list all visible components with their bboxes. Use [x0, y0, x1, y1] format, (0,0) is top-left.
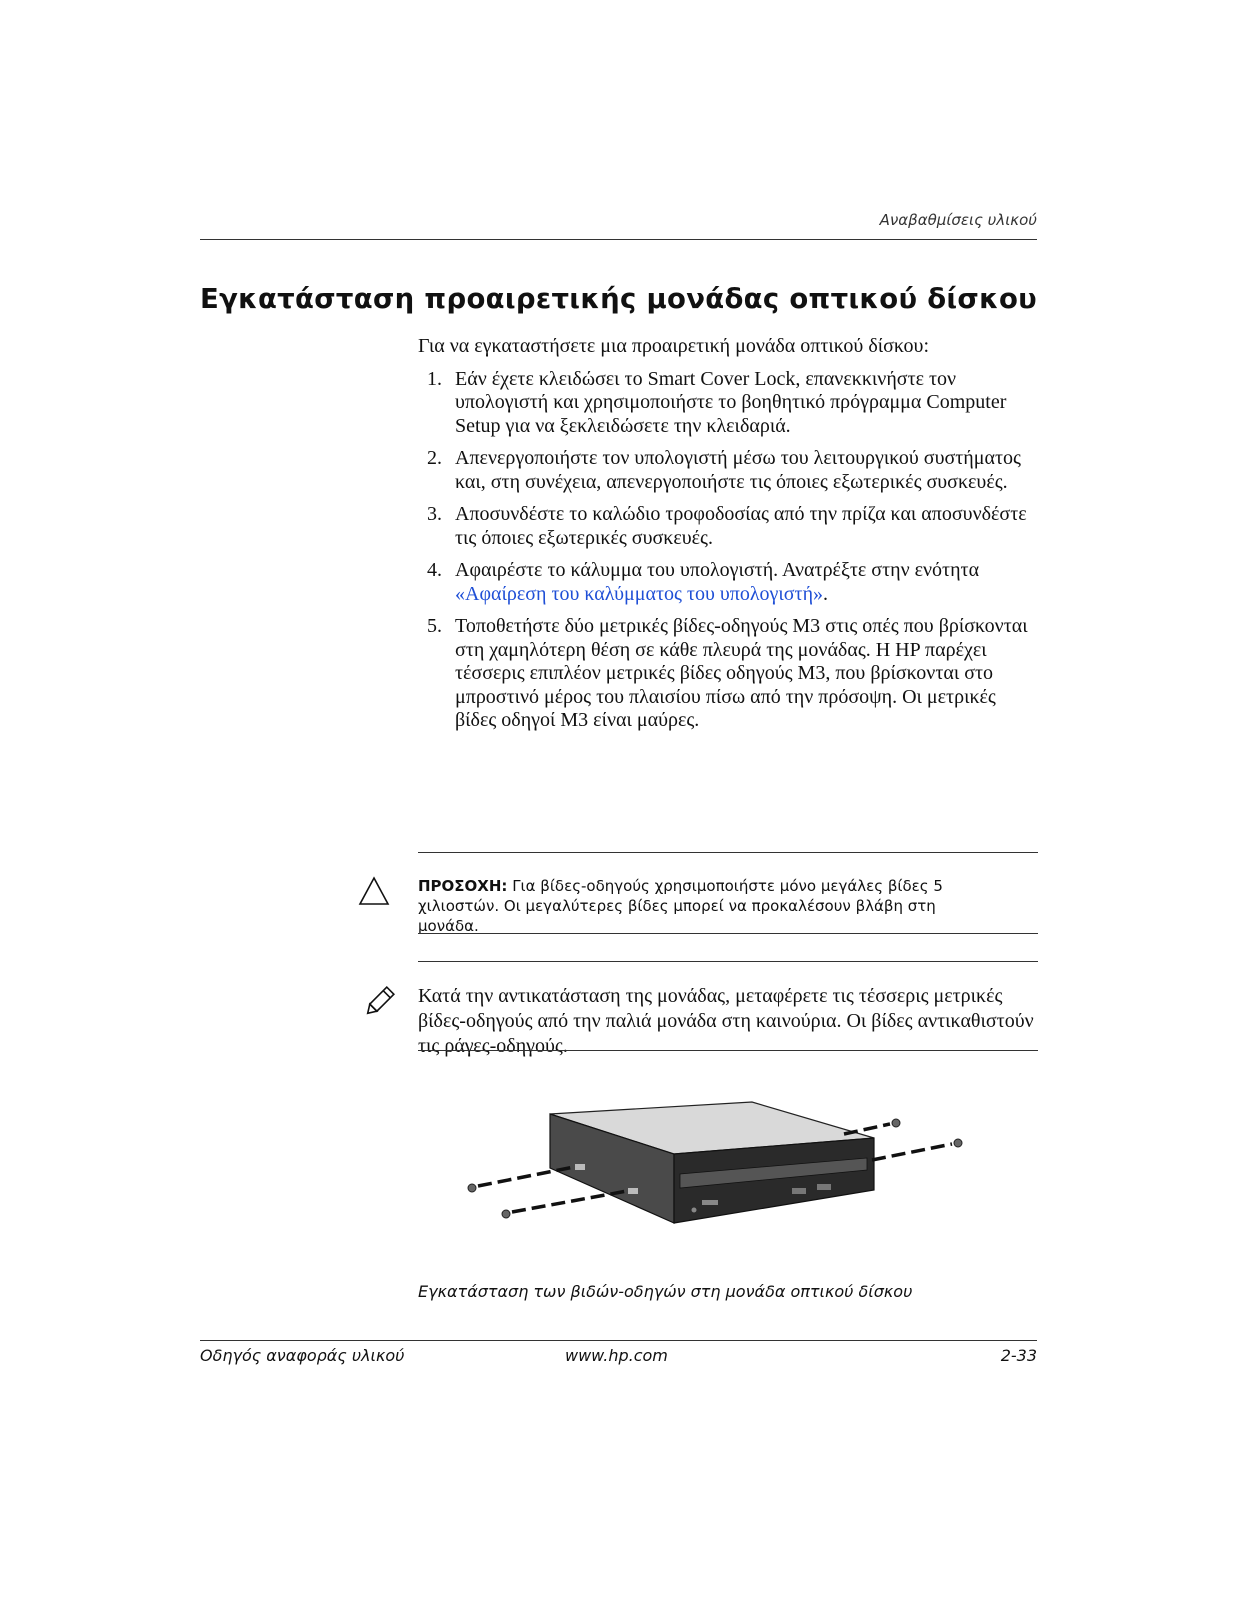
caution-body: Για βίδες-οδηγούς χρησιμοποιήστε μόνο μεγάλες βίδες 5 χιλιοστών. Οι μεγαλύτερες βίδες μπορεί να προκαλέσουν βλάβη στη μονάδα. — [418, 877, 943, 935]
optical-drive-figure — [462, 1098, 982, 1238]
list-item — [418, 368, 1038, 439]
pencil-note-icon — [362, 985, 396, 1019]
list-item — [418, 615, 1038, 733]
step-text: Απενεργοποιήστε τον υπολογιστή μέσω του λειτουργικού συστήματος και, στη συνέχεια, απενεργοποιήστε τις όποιες εξωτερικές συσκευές. — [455, 447, 1021, 493]
footer-url: www.hp.com — [565, 1346, 668, 1365]
step-number: 5. — [427, 615, 442, 637]
list-item — [418, 447, 1038, 494]
step-text: Αφαιρέστε το κάλυμμα του υπολογιστή. Ανατρέξτε στην ενότητα — [455, 559, 980, 581]
caution-bottom-rule — [418, 933, 1038, 934]
step-number: 4. — [427, 559, 442, 581]
running-header: Αναβαθμίσεις υλικού — [879, 211, 1037, 229]
step-text: Αποσυνδέστε το καλώδιο τροφοδοσίας από την πρίζα και αποσυνδέστε τις όποιες εξωτερικές συσκευές. — [455, 503, 1027, 549]
step-number: 1. — [427, 367, 442, 390]
intro-paragraph: Για να εγκαταστήσετε μια προαιρετική μονάδα οπτικού δίσκου: — [418, 335, 930, 357]
step-text-end: . — [823, 582, 829, 605]
step-text: Εάν έχετε κλειδώσει το Smart Cover Lock, επανεκκινήστε τον υπολογιστή και χρησιμοποιήστε το βοηθητικό πρόγραμμα Computer Setup για να ξεκλειδώσετε την κλειδαριά. — [455, 367, 1007, 437]
caution-label: ΠΡΟΣΟΧΗ: — [418, 877, 508, 895]
steps-list — [418, 368, 1038, 733]
note-text: Κατά την αντικατάσταση της μονάδας, μεταφέρετε τις τέσσερις μετρικές βίδες-οδηγούς από την παλιά μονάδα στη καινούρια. Οι βίδες αντικαθιστούν τις ράγες-οδηγούς. — [418, 985, 1034, 1057]
caution-top-rule — [418, 852, 1038, 853]
list-item — [418, 559, 1038, 606]
footer-book-title: Οδηγός αναφοράς υλικού — [200, 1346, 405, 1365]
step-number: 3. — [427, 503, 442, 525]
header-rule — [200, 239, 1037, 240]
section-title: Εγκατάσταση προαιρετικής μονάδας οπτικού δίσκου — [200, 283, 1038, 315]
figure-caption: Εγκατάσταση των βιδών-οδηγών στη μονάδα οπτικού δίσκου — [418, 1282, 913, 1301]
note-bottom-rule — [418, 1050, 1038, 1051]
note-top-rule — [418, 961, 1038, 962]
caution-text — [418, 876, 978, 936]
page-number: 2-33 — [1000, 1346, 1037, 1365]
list-item — [418, 503, 1038, 550]
caution-triangle-icon — [358, 876, 390, 906]
cross-reference-link[interactable]: «Αφαίρεση του καλύμματος του υπολογιστή» — [455, 582, 824, 605]
footer-rule — [200, 1340, 1037, 1341]
section-body — [418, 335, 1038, 742]
step-text: Τοποθετήστε δύο μετρικές βίδες-οδηγούς M3 στις οπές που βρίσκονται στη χαμηλότερη θέση σε κάθε πλευρά της μονάδας. Η HP παρέχει τέσσερις επιπλέον μετρικές βίδες οδηγούς M3, που βρίσκονται στο μπροστινό μέρος του πλαισίου πίσω από την πρόσοψη. Οι μετρικές βίδες οδηγοί M3 είναι μαύρες. — [455, 615, 1028, 731]
step-number: 2. — [427, 447, 442, 469]
